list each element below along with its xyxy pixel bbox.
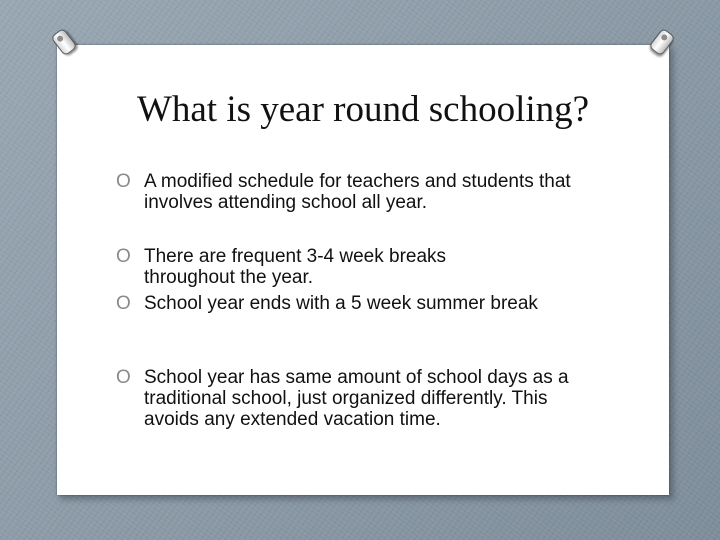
bullet-text: A modified schedule for teachers and students that involves attending school all year. [144, 171, 571, 213]
bullet-marker-icon: O [116, 246, 131, 267]
bullet-marker-icon: O [116, 171, 131, 192]
bullet-marker-icon: O [116, 293, 131, 314]
bullet-text: School year has same amount of school days as a traditional school, just organized differently. This avoids any extended vacation time. [144, 367, 569, 430]
bullet-item [116, 293, 556, 314]
bullet-text: School year ends with a 5 week summer break [144, 293, 538, 314]
slide-title: What is year round schooling? [136, 89, 590, 130]
bullet-item [116, 246, 516, 288]
bullet-item [116, 367, 606, 430]
bullet-marker-icon: O [116, 367, 131, 388]
bullet-item [116, 171, 616, 213]
bullet-text: There are frequent 3-4 week breaks throughout the year. [144, 246, 447, 288]
